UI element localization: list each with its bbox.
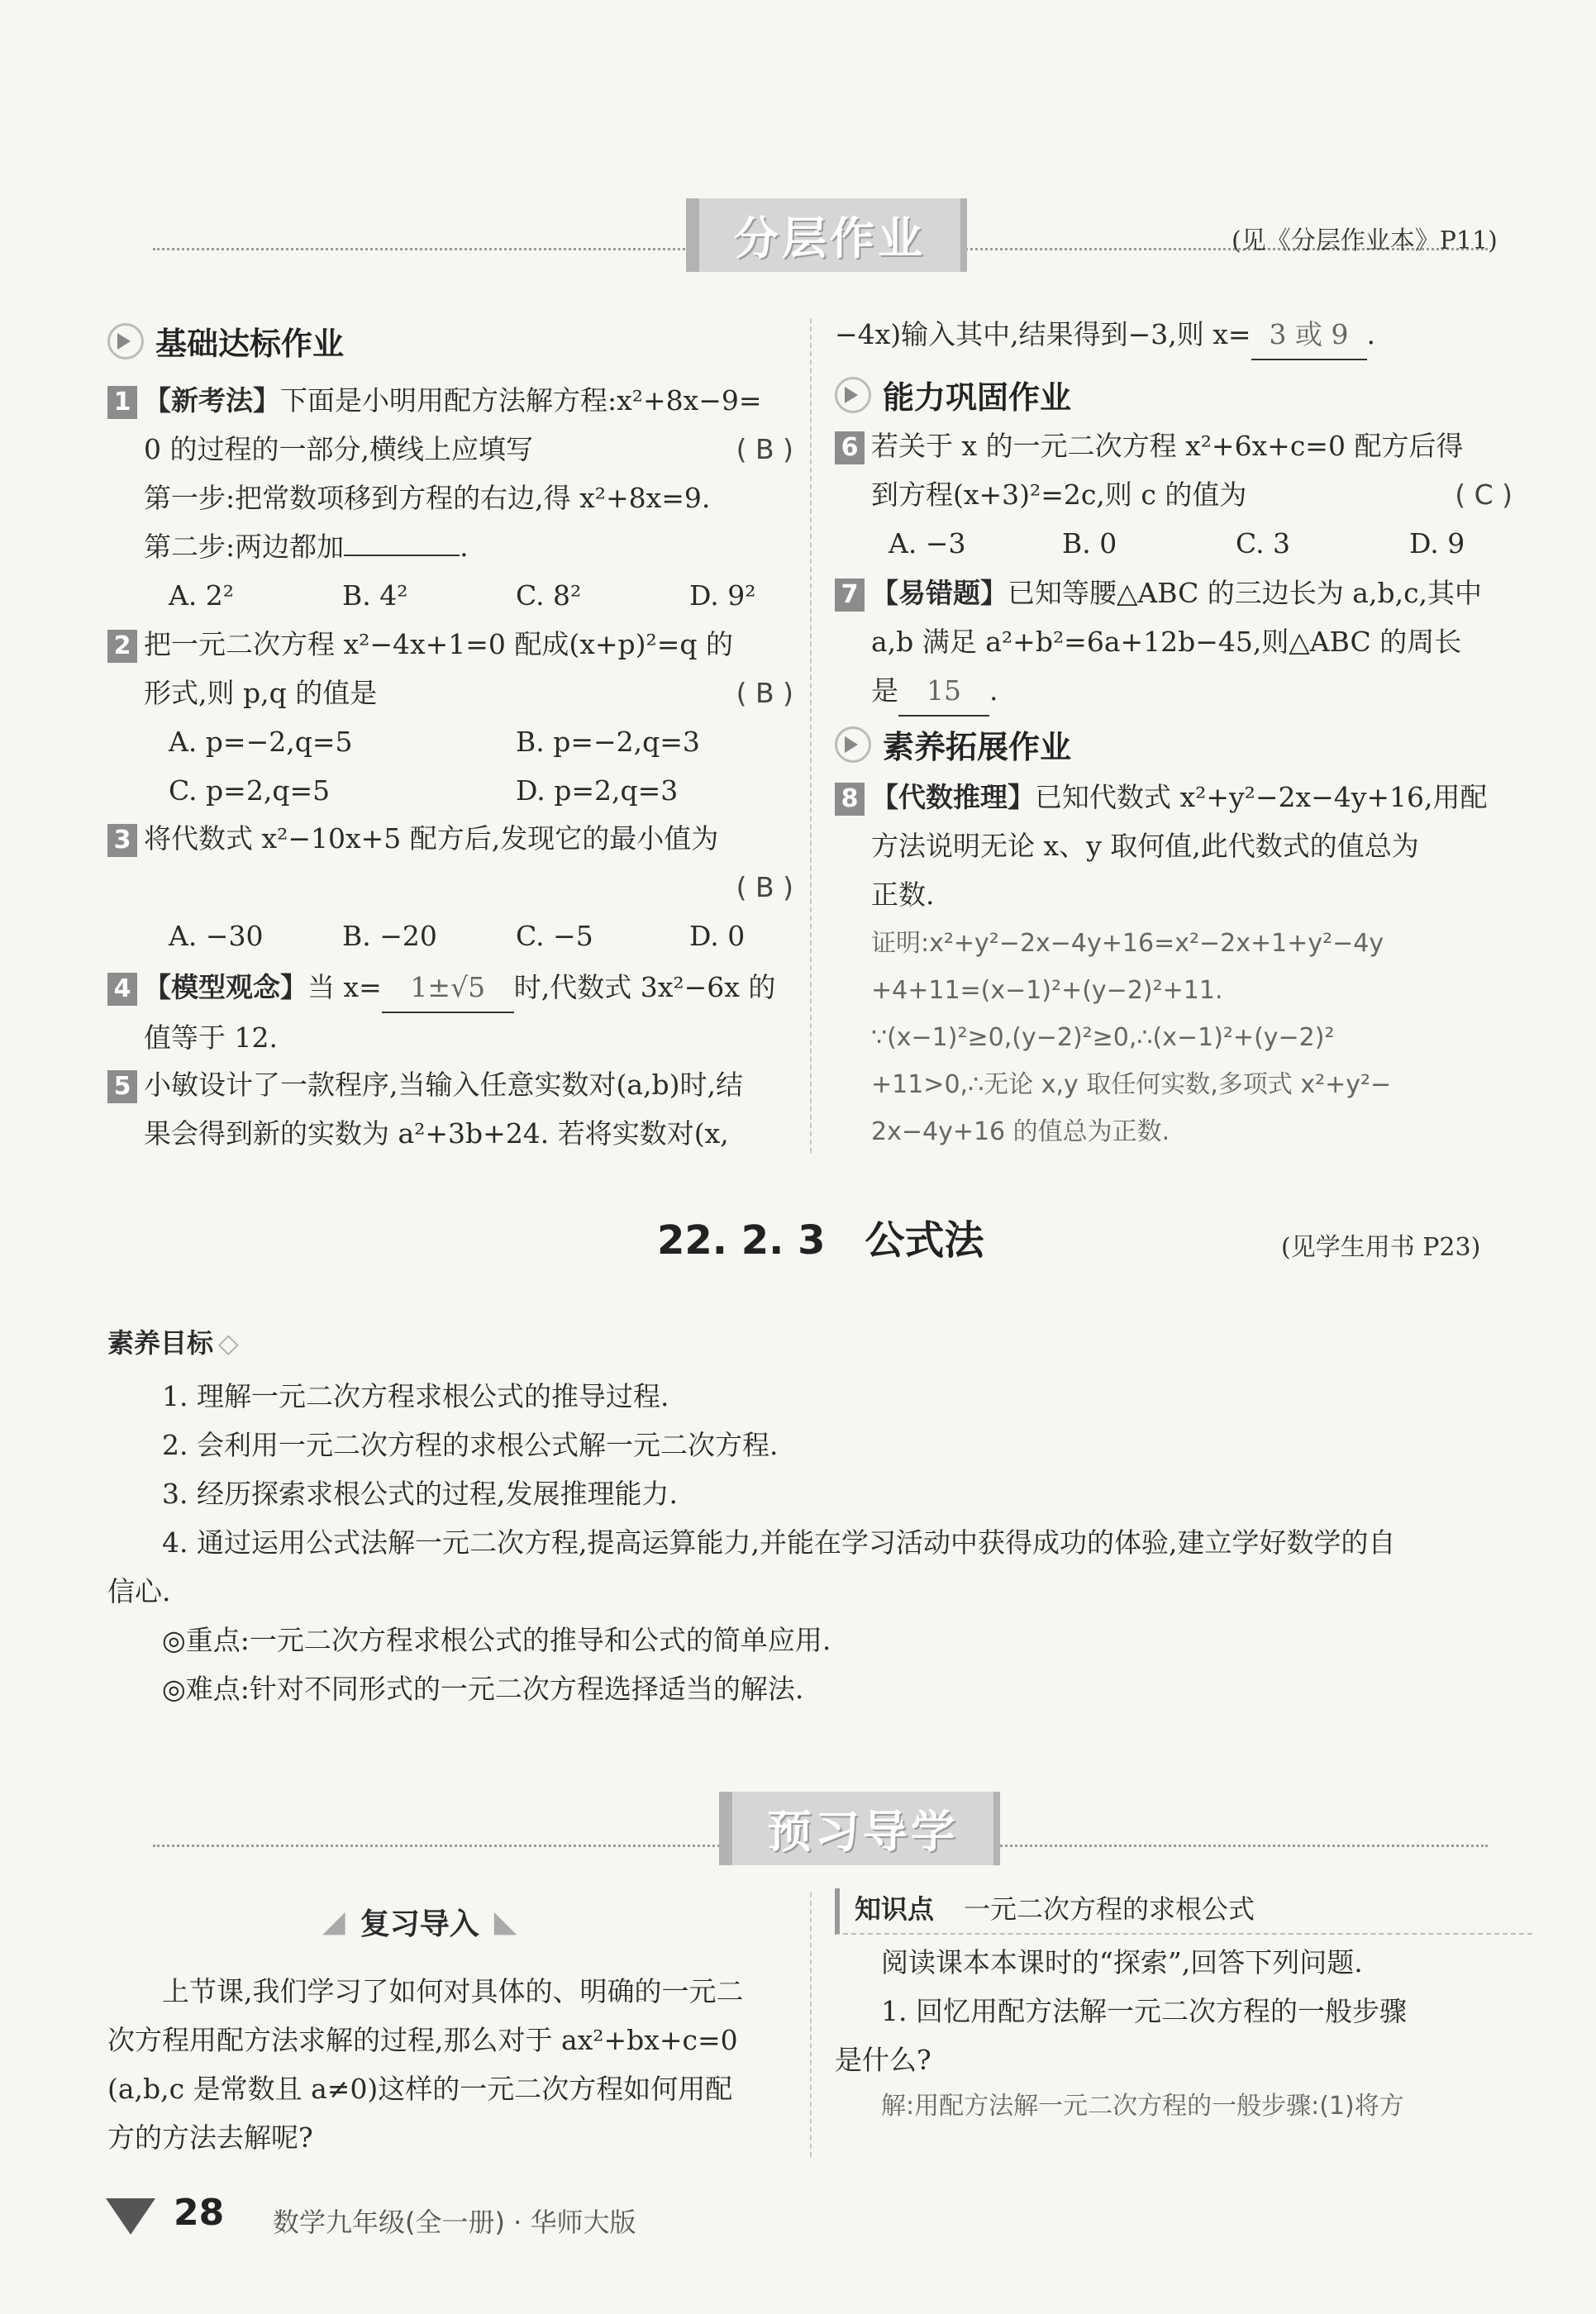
review-text: 上节课,我们学习了如何对具体的、明确的一元二 次方程用配方法求解的过程,那么对于 ax²+bx+c=0 (a,b,c 是常数且 a≠0)这样的一元二次方程如何用配 方的方法去解呢? — [107, 1975, 744, 2154]
play-icon — [835, 726, 871, 763]
question-1: 1 【新考法】下面是小明用配方法解方程:x²+8x−9= 0 的过程的一部分,横线上应填写 ( B ) 第一步:把常数项移到方程的右边,得 x²+8x=9. 第二步:两边都加 . A. 2² B. 4² C. 8² D. 9² — [107, 376, 793, 620]
knowledge-heading: 知识点 一元二次方程的求根公式 — [835, 1888, 1532, 1935]
banner-preview-guide: 预习导学 — [719, 1792, 1000, 1865]
question-8: 8 【代数推理】已知代数式 x²+y²−2x−4y+16,用配 方法说明无论 x、y 取何值,此代数式的值总为 正数. — [835, 773, 1513, 919]
question-7: 7 【易错题】已知等腰△ABC 的三边长为 a,b,c,其中 a,b 满足 a²+b²=6a+12b−45,则△ABC 的周长 是 15 . — [835, 569, 1513, 717]
answer-blank[interactable]: 1±√5 — [382, 963, 514, 1013]
section-extension-homework: 素养拓展作业 — [835, 721, 1071, 767]
lesson-title: 22. 2. 3 公式法 — [657, 1217, 984, 1264]
triangle-left-icon: ◢ — [322, 1905, 345, 1939]
lesson-reference: (见学生用书 P23) — [1281, 1233, 1481, 1262]
handwritten-proof: 证明:x²+y²−2x−4y+16=x²−2x+1+y²−4y +4+11=(x−1)²+(y−2)²+11. ∵(x−1)²≥0,(y−2)²≥0,∴(x−1)²+(y−2)² +11>0,∴无论 x,y 取任何实数,多项式 x²+y²− 2x−4y+16 的值总为正数. — [871, 929, 1392, 1146]
answer-blank[interactable]: 15 — [898, 666, 989, 717]
question-5: 5 小敏设计了一款程序,当输入任意实数对(a,b)时,结 果会得到新的实数为 a²+3b+24. 若将实数对(x, — [107, 1060, 793, 1158]
section-basic-homework: 基础达标作业 — [107, 318, 344, 364]
question-4: 4 【模型观念】当 x= 1±√5 时,代数式 3x²−6x 的 值等于 12. — [107, 963, 793, 1062]
answer-blank[interactable] — [344, 555, 460, 556]
column-divider — [810, 1893, 812, 2157]
book-title: 数学九年级(全一册) · 华师大版 — [273, 2207, 636, 2238]
column-divider — [810, 318, 812, 1153]
section-consolidation-homework: 能力巩固作业 — [835, 372, 1071, 417]
review-heading: ◢ 复习导入 ◣ — [322, 1905, 517, 1941]
knowledge-text: 阅读课本本课时的“探索”,回答下列问题. 1. 回忆用配方法解一元二次方程的一般步骤 是什么? — [835, 1946, 1407, 2076]
triangle-right-icon: ◣ — [493, 1905, 517, 1939]
answer-blank[interactable]: 3 或 9 — [1251, 310, 1367, 360]
handwritten-answer: 解:用配方法解一元二次方程的一般步骤:(1)将方 — [881, 2092, 1404, 2121]
banner-reference: (见《分层作业本》P11) — [1232, 226, 1498, 255]
diamond-icon: ◇ — [218, 1327, 239, 1359]
question-3: 3 将代数式 x²−10x+5 配方后,发现它的最小值为 ( B ) A. −30 B. −20 C. −5 D. 0 — [107, 814, 793, 960]
goals-heading: 素养目标 ◇ — [107, 1327, 239, 1359]
footer-logo-icon — [106, 2198, 155, 2235]
page-number: 28 — [174, 2192, 225, 2234]
question-6: 6 若关于 x 的一元二次方程 x²+6x+c=0 配方后得 到方程(x+3)²=2c,则 c 的值为 ( C ) A. −3 B. 0 C. 3 D. 9 — [835, 421, 1513, 568]
goals-list: 1. 理解一元二次方程求根公式的推导过程. 2. 会利用一元二次方程的求根公式解一元二次方程. 3. 经历探索求根公式的过程,发展推理能力. 4. 通过运用公式法解一元二次方程,提高运算能力,并能在学习活动中获得成功的体验,建立学好数学的自 信心. ◎重点:一元二次方程求根公式的推导和公式的简单应用. ◎难点:针对不同形式的一元二次方程选择适当的解法. — [107, 1380, 1396, 1705]
play-icon — [107, 323, 144, 359]
play-icon — [835, 377, 871, 413]
banner-layered-homework: 分层作业 — [686, 198, 967, 272]
question-2: 2 把一元二次方程 x²−4x+1=0 配成(x+p)²=q 的 形式,则 p,q 的值是 ( B ) A. p=−2,q=5 B. p=−2,q=3 C. p=2,q=5 D. p=2,q=3 — [107, 620, 793, 815]
question-5-continued: −4x)输入其中,结果得到−3,则 x= 3 或 9 . — [835, 310, 1513, 360]
